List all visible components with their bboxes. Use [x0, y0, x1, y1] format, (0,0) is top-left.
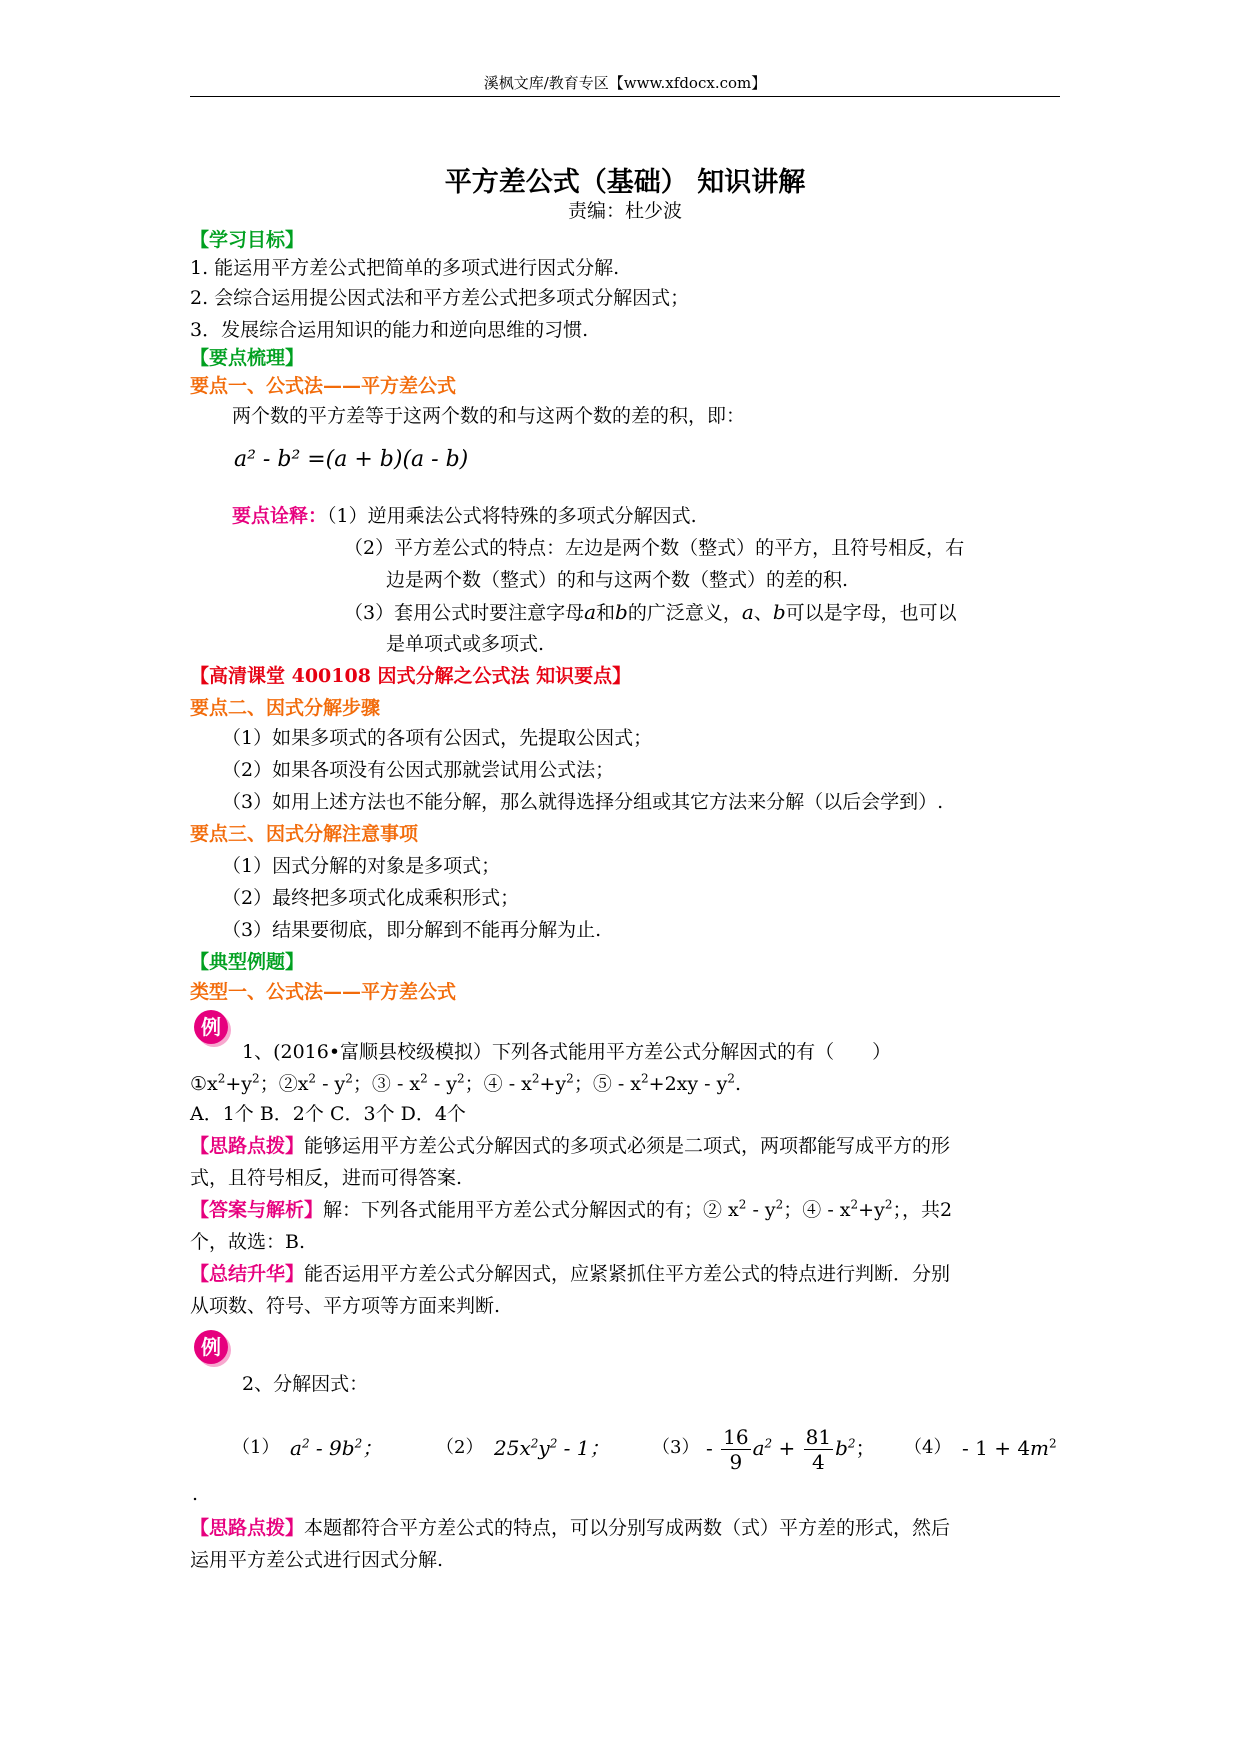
- example2-hint: [190, 1514, 950, 1542]
- fraction-numerator: 16: [723, 1425, 749, 1449]
- note3-text: 和: [596, 602, 616, 624]
- example2-dot: .: [192, 1483, 199, 1505]
- answer-label: 【答案与解析】: [190, 1199, 324, 1221]
- note3-text: 可以是字母，也可以: [785, 602, 957, 624]
- goals-heading: 【学习目标】: [190, 229, 305, 251]
- note3-text: 的广泛意义，: [627, 602, 742, 624]
- points-heading: 【要点梳理】: [190, 347, 305, 369]
- fraction-numerator: 81: [805, 1425, 832, 1449]
- minus-sign: -: [706, 1436, 713, 1460]
- hint-label: 【思路点拨】: [190, 1135, 305, 1157]
- var-b: b: [772, 600, 786, 624]
- summary-label: 【总结升华】: [190, 1263, 305, 1285]
- example2-part1-label: （1）: [232, 1437, 280, 1458]
- point2-title: 要点二、因式分解步骤: [190, 697, 381, 719]
- point1-title: 要点一、公式法——平方差公式: [190, 375, 457, 397]
- point1-note3b: 是单项式或多项式.: [386, 633, 545, 655]
- hint-text: 本题都符合平方差公式的特点，可以分别写成两数（式）平方差的形式，然后: [304, 1517, 951, 1539]
- summary-text: 能否运用平方差公式分解因式，应紧紧抓住平方差公式的特点进行判断．分别: [304, 1263, 951, 1285]
- example1-options: $①x^2+y^2$；$②x^2 - y^2$；③ - $x^2 - y^2$；④ - $x^2+y^2$；⑤ - $x^2+2xy - y^2$.: [190, 1071, 742, 1095]
- document-title: 平方差公式（基础） 知识讲解: [444, 167, 806, 198]
- example2-part1: $a^2 - 9b^2$；: [290, 1436, 383, 1460]
- note3-text: 、: [753, 602, 773, 624]
- example2-part2: $25x^2y^2 - 1$；: [494, 1436, 610, 1460]
- example1-summary-cont: 从项数、符号、平方项等方面来判断.: [190, 1295, 501, 1317]
- example1-hint: [190, 1132, 950, 1160]
- page-header: 溪枫文库/教育专区【www.xfdocx.com】: [483, 74, 767, 92]
- example2-part2-label: （2）: [436, 1437, 484, 1458]
- var-b: b: [615, 600, 628, 624]
- example1-summary: [190, 1260, 950, 1288]
- point3-item: （2）最终把多项式化成乘积形式；: [222, 887, 520, 909]
- point3-item: （1）因式分解的对象是多项式；: [222, 855, 501, 877]
- example1-answer-cont: 个，故选：B.: [190, 1231, 306, 1253]
- example-badge-icon: 例: [194, 1330, 228, 1364]
- point1-note3a: [344, 598, 957, 627]
- var-a: a: [741, 600, 754, 624]
- example1-hint-cont: 式，且符号相反，进而可得答案.: [190, 1167, 463, 1189]
- point1-desc: 两个数的平方差等于这两个数的和与这两个数的差的积，即：: [232, 405, 746, 427]
- example2-part4: - $1 + 4m^2$: [962, 1436, 1057, 1460]
- example1-choices: A．1个 B．2个 C．3个 D．4个: [190, 1103, 466, 1125]
- goal-item: 3．发展综合运用知识的能力和逆向思维的习惯.: [190, 319, 589, 341]
- editor-line: 责编：杜少波: [567, 200, 682, 222]
- point3-title: 要点三、因式分解注意事项: [190, 823, 419, 845]
- point2-item: （2）如果各项没有公因式那就尝试用公式法；: [222, 759, 615, 781]
- fraction-81-4: [804, 1425, 833, 1474]
- course-ref: 【高清课堂 400108 因式分解之公式法 知识要点】: [190, 665, 632, 687]
- example2-question: 2、分解因式：: [242, 1373, 369, 1395]
- point1-note1-line: [232, 502, 697, 530]
- var-a: a: [584, 600, 597, 624]
- example1-answer: [190, 1196, 952, 1224]
- examples-heading: 【典型例题】: [190, 951, 305, 973]
- point1-note2a: （2）平方差公式的特点：左边是两个数（整式）的平方，且符号相反，右: [344, 537, 965, 559]
- example-badge-icon: 例: [194, 1010, 228, 1044]
- example2-part3: - $\frac{16}{9}$ $a^2$ + $\frac{81}{4}$ $b^2$；: [706, 1425, 876, 1474]
- note1: （1）逆用乘法公式将特殊的多项式分解因式.: [327, 505, 697, 527]
- note-label: 要点诠释：: [232, 505, 328, 527]
- example2-part3-label: （3）: [652, 1437, 700, 1458]
- note3-text: （3）套用公式时要注意字母: [344, 602, 585, 624]
- fraction-denominator: 4: [812, 1450, 825, 1474]
- hint-text: 能够运用平方差公式分解因式的多项式必须是二项式，两项都能写成平方的形: [304, 1135, 951, 1157]
- type1-title: 类型一、公式法——平方差公式: [190, 981, 457, 1003]
- fraction-denominator: 9: [729, 1450, 743, 1474]
- hint-label: 【思路点拨】: [190, 1517, 305, 1539]
- header-rule: [190, 96, 1060, 97]
- example1-question: 1、(2016•富顺县校级模拟）下列各式能用平方差公式分解因式的有（ ）: [242, 1041, 892, 1063]
- answer-text: 解：下列各式能用平方差公式分解因式的有；② $x^2 - y^2$；④ - $x^2+y^2$；，共2: [323, 1197, 953, 1221]
- goal-item: 2. 会综合运用提公因式法和平方差公式把多项式分解因式；: [190, 287, 690, 309]
- point2-item: （3）如用上述方法也不能分解，那么就得选择分组或其它方法来分解（以后会学到）.: [222, 791, 944, 813]
- example2-hint-cont: 运用平方差公式进行因式分解.: [190, 1549, 444, 1571]
- point3-item: （3）结果要彻底，即分解到不能再分解为止.: [222, 919, 602, 941]
- fraction-16-9: [721, 1425, 750, 1474]
- point2-item: （1）如果多项式的各项有公因式，先提取公因式；: [222, 727, 653, 749]
- point1-note2b: 边是两个数（整式）的和与这两个数（整式）的差的积.: [386, 569, 849, 591]
- example2-part4-label: （4）: [904, 1437, 952, 1458]
- goal-item: 1. 能运用平方差公式把简单的多项式进行因式分解.: [190, 257, 620, 279]
- difference-of-squares-formula: a² - b² =(a + b)(a - b): [234, 447, 469, 472]
